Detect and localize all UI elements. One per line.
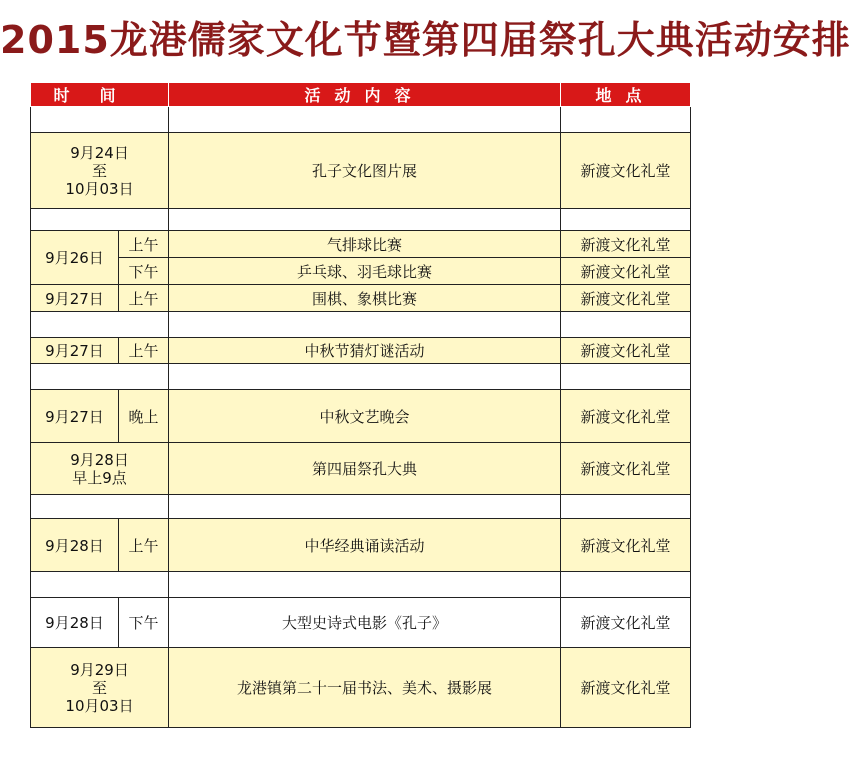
column-header-time: 时间 [31, 83, 169, 107]
activity-cell: 第四届祭孔大典 [169, 443, 561, 495]
place-cell: 新渡文化礼堂 [561, 258, 691, 285]
date-cell: 9月28日 [31, 519, 119, 572]
date-cell: 9月28日 早上9点 [31, 443, 169, 495]
period-cell: 上午 [119, 285, 169, 312]
activity-cell: 孔子文化图片展 [169, 133, 561, 209]
period-cell: 下午 [119, 258, 169, 285]
place-cell: 新渡文化礼堂 [561, 598, 691, 648]
table-row [31, 390, 691, 443]
spacer-row [31, 572, 691, 598]
column-header-place: 地点 [561, 83, 691, 107]
table-row [31, 598, 691, 648]
page-title: 2015龙港儒家文化节暨第四届祭孔大典活动安排 [0, 18, 851, 62]
period-cell: 上午 [119, 231, 169, 258]
spacer-row [31, 209, 691, 231]
place-cell: 新渡文化礼堂 [561, 648, 691, 728]
date-cell: 9月29日 至 10月03日 [31, 648, 169, 728]
column-header-content: 活动内容 [169, 83, 561, 107]
table-row [31, 443, 691, 495]
period-cell: 下午 [119, 598, 169, 648]
activity-cell: 中华经典诵读活动 [169, 519, 561, 572]
spacer-row [31, 495, 691, 519]
spacer-row [31, 364, 691, 390]
schedule-table [30, 82, 691, 728]
activity-cell: 龙港镇第二十一届书法、美术、摄影展 [169, 648, 561, 728]
spacer-row [31, 312, 691, 338]
table-row [31, 648, 691, 728]
table-row [31, 338, 691, 364]
table-row [31, 258, 691, 285]
table-row [31, 133, 691, 209]
date-cell: 9月24日 至 10月03日 [31, 133, 169, 209]
place-cell: 新渡文化礼堂 [561, 519, 691, 572]
table-row [31, 519, 691, 572]
spacer-row [31, 107, 691, 133]
activity-cell: 中秋节猜灯谜活动 [169, 338, 561, 364]
period-cell: 晚上 [119, 390, 169, 443]
date-cell: 9月27日 [31, 390, 119, 443]
date-cell: 9月27日 [31, 338, 119, 364]
place-cell: 新渡文化礼堂 [561, 390, 691, 443]
place-cell: 新渡文化礼堂 [561, 133, 691, 209]
place-cell: 新渡文化礼堂 [561, 338, 691, 364]
activity-cell: 乒乓球、羽毛球比赛 [169, 258, 561, 285]
date-cell: 9月27日 [31, 285, 119, 312]
activity-cell: 大型史诗式电影《孔子》 [169, 598, 561, 648]
table-header-row [31, 83, 691, 107]
table-row [31, 231, 691, 258]
date-cell: 9月28日 [31, 598, 119, 648]
place-cell: 新渡文化礼堂 [561, 231, 691, 258]
activity-cell: 气排球比赛 [169, 231, 561, 258]
period-cell: 上午 [119, 338, 169, 364]
activity-cell: 围棋、象棋比赛 [169, 285, 561, 312]
place-cell: 新渡文化礼堂 [561, 285, 691, 312]
place-cell: 新渡文化礼堂 [561, 443, 691, 495]
table-row [31, 285, 691, 312]
date-cell: 9月26日 [31, 231, 119, 285]
period-cell: 上午 [119, 519, 169, 572]
activity-cell: 中秋文艺晚会 [169, 390, 561, 443]
